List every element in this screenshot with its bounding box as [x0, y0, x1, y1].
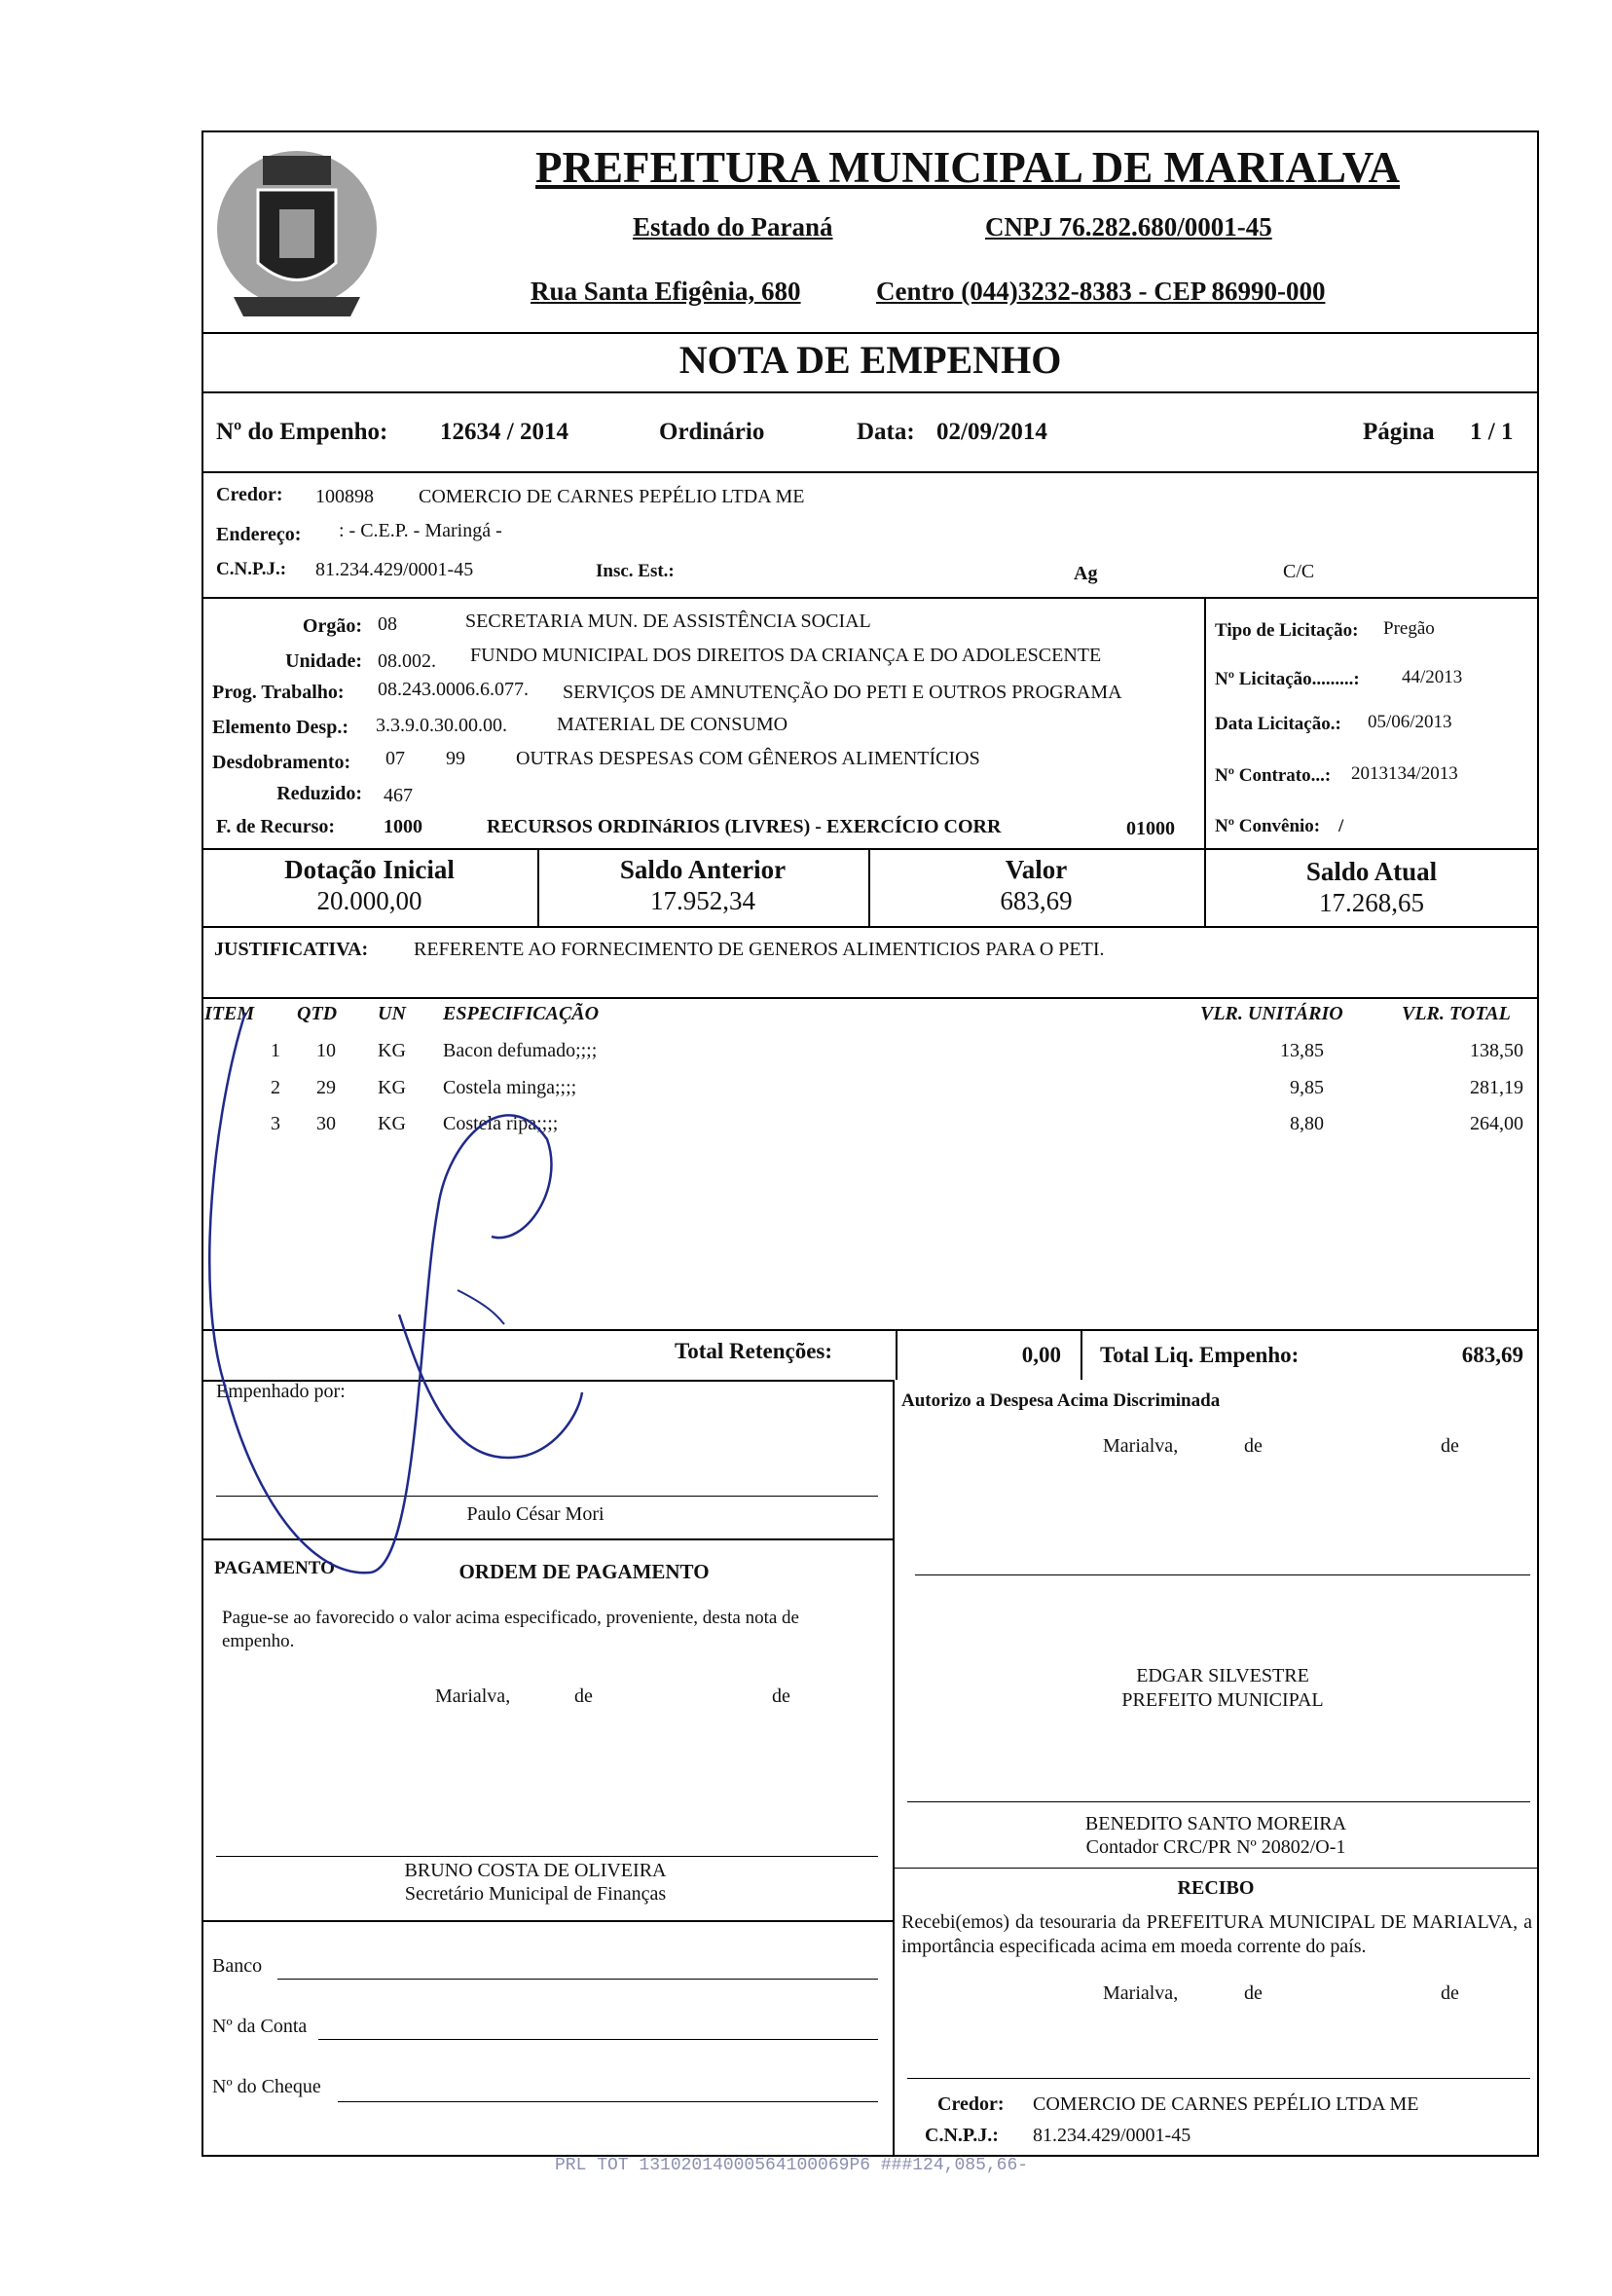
empenho-number: 12634 / 2014	[440, 419, 568, 445]
recibo-cnpj-label: C.N.P.J.:	[925, 2125, 999, 2146]
col-qtd: QTD	[297, 1003, 338, 1024]
row2-total: 281,19	[1470, 1077, 1523, 1098]
unidade-name: FUNDO MUNICIPAL DOS DIREITOS DA CRIANÇA E DO ADOLESCENTE	[470, 645, 1102, 666]
recibo-title: RECIBO	[1177, 1877, 1255, 1899]
autorizo-place: Marialva,	[1103, 1435, 1179, 1457]
row2-unit: 9,85	[1290, 1077, 1324, 1098]
justificativa-text: REFERENTE AO FORNECIMENTO DE GENEROS ALIMENTICIOS PARA O PETI.	[414, 939, 1105, 960]
dotacao-value: 20.000,00	[316, 886, 422, 915]
row1-spec: Bacon defumado;;;;	[443, 1040, 598, 1061]
row2-qtd: 29	[316, 1077, 336, 1098]
banco-label: Banco	[212, 1955, 263, 1977]
pagamento-label: PAGAMENTO	[214, 1558, 335, 1578]
recurso-code: 1000	[384, 816, 422, 837]
orgao-name: SECRETARIA MUN. DE ASSISTÊNCIA SOCIAL	[465, 611, 871, 632]
empenhado-label: Empenhado por:	[216, 1381, 346, 1402]
row1-unit: 13,85	[1280, 1040, 1324, 1061]
reduzido-label: Reduzido:	[276, 783, 362, 804]
recibo-de1: de	[1244, 1982, 1263, 2004]
row3-total: 264,00	[1470, 1113, 1523, 1134]
tipo-licitacao-label: Tipo de Licitação:	[1215, 620, 1359, 641]
recurso-name: RECURSOS ORDINáRIOS (LIVRES) - EXERCÍCIO CORR	[487, 816, 1002, 837]
address-value: : - C.E.P. - Maringá -	[339, 520, 502, 541]
state-label: Estado do Paraná	[633, 212, 833, 241]
pagamento-de1: de	[574, 1685, 593, 1707]
credor-code: 100898	[315, 486, 374, 507]
row1-qtd: 10	[316, 1040, 336, 1061]
desdobramento-label: Desdobramento:	[212, 752, 351, 773]
cheque-field[interactable]	[338, 2101, 878, 2102]
col-un: UN	[378, 1003, 406, 1024]
orgao-code: 08	[378, 613, 397, 635]
row3-qtd: 30	[316, 1113, 336, 1134]
tipo-licitacao-value: Pregão	[1383, 618, 1435, 639]
justificativa-label: JUSTIFICATIVA:	[214, 939, 369, 960]
insc-label: Insc. Est.:	[596, 561, 675, 581]
prefeito-role: PREFEITO MUNICIPAL	[1121, 1689, 1324, 1711]
ordem-pagamento-title: ORDEM DE PAGAMENTO	[458, 1560, 710, 1583]
address-label: Endereço:	[216, 524, 302, 545]
row3-spec: Costela ripa;;;;	[443, 1113, 559, 1134]
prog-name: SERVIÇOS DE AMNUTENÇÃO DO PETI E OUTROS PROGRAMA	[563, 682, 1122, 703]
recibo-cnpj-value: 81.234.429/0001-45	[1033, 2125, 1191, 2146]
contrato-value: 2013134/2013	[1351, 763, 1458, 784]
liq-empenho-label: Total Liq. Empenho:	[1100, 1343, 1300, 1367]
coat-of-arms-logo	[209, 136, 385, 331]
empenhado-name: Paulo César Mori	[466, 1503, 604, 1525]
liq-empenho-value: 683,69	[1461, 1343, 1523, 1367]
orgao-label: Orgão:	[302, 615, 362, 637]
row2-un: KG	[378, 1077, 406, 1098]
document-title: NOTA DE EMPENHO	[678, 338, 1062, 382]
row3-unit: 8,80	[1290, 1113, 1324, 1134]
reduzido-value: 467	[384, 785, 413, 806]
convenio-label: Nº Convênio:	[1215, 816, 1321, 836]
col-especificacao: ESPECIFICAÇÃO	[443, 1003, 600, 1024]
credor-label: Credor:	[216, 484, 283, 505]
row1-total: 138,50	[1470, 1040, 1523, 1061]
contador-name: BENEDITO SANTO MOREIRA	[1084, 1813, 1347, 1834]
elemento-code: 3.3.9.0.30.00.00.	[376, 715, 507, 736]
num-licitacao-label: Nº Licitação.........:	[1215, 669, 1360, 689]
conta-label: Nº da Conta	[212, 2016, 308, 2037]
row2-item: 2	[271, 1077, 280, 1098]
row2-spec: Costela minga;;;;	[443, 1077, 577, 1098]
elemento-name: MATERIAL DE CONSUMO	[557, 714, 788, 735]
valor-value: 683,69	[1000, 886, 1073, 915]
data-licitacao-label: Data Licitação.:	[1215, 714, 1341, 734]
saldo-anterior-value: 17.952,34	[650, 886, 755, 915]
col-item: ITEM	[204, 1003, 255, 1024]
recurso-label: F. de Recurso:	[216, 816, 336, 837]
unidade-code: 08.002.	[378, 650, 436, 672]
recibo-text: Recebi(emos) da tesouraria da PREFEITURA MUNICIPAL DE MARIALVA, a importância especificada acima em moeda corrente do país.	[901, 1911, 1532, 1957]
page-title: PREFEITURA MUNICIPAL DE MARIALVA	[535, 143, 1401, 192]
row1-item: 1	[271, 1040, 280, 1061]
handwritten-signature	[195, 993, 584, 1597]
pagamento-de2: de	[772, 1685, 790, 1707]
autorizo-de1: de	[1244, 1435, 1263, 1457]
header-district: Centro (044)3232-8383 - CEP 86990-000	[876, 277, 1326, 306]
saldo-atual-value: 17.268,65	[1319, 888, 1424, 917]
header-cnpj: CNPJ 76.282.680/0001-45	[985, 212, 1272, 241]
cheque-label: Nº do Cheque	[212, 2076, 321, 2097]
cnpj-value: 81.234.429/0001-45	[315, 559, 474, 580]
cnpj-label: C.N.P.J.:	[216, 559, 287, 579]
desdobramento-name: OUTRAS DESPESAS COM GÊNEROS ALIMENTÍCIOS	[516, 748, 980, 769]
elemento-label: Elemento Desp.:	[212, 717, 348, 738]
banco-field[interactable]	[277, 1979, 878, 1980]
unidade-label: Unidade:	[285, 650, 362, 672]
recibo-place: Marialva,	[1103, 1982, 1179, 2004]
valor-label: Valor	[1005, 855, 1068, 884]
saldo-atual-label: Saldo Atual	[1305, 857, 1438, 886]
col-vlr-total: VLR. TOTAL	[1402, 1003, 1511, 1024]
row1-un: KG	[378, 1040, 406, 1061]
page-number: 1 / 1	[1470, 419, 1514, 445]
credor-name: COMERCIO DE CARNES PEPÉLIO LTDA ME	[419, 486, 805, 507]
retencoes-label: Total Retenções:	[675, 1339, 833, 1363]
page-label: Página	[1363, 419, 1435, 445]
saldo-anterior-label: Saldo Anterior	[619, 855, 787, 884]
desdobramento-code2: 99	[446, 748, 465, 769]
data-licitacao-value: 05/06/2013	[1368, 712, 1452, 732]
recibo-credor-value: COMERCIO DE CARNES PEPÉLIO LTDA ME	[1033, 2093, 1419, 2115]
cc-label: C/C	[1283, 561, 1315, 582]
empenho-date-label: Data:	[857, 419, 915, 445]
recibo-de2: de	[1441, 1982, 1459, 2004]
stamp-code: PRL TOT 13102014000564100069P6 ###124,085,66-	[555, 2156, 1029, 2175]
pagamento-text: Pague-se ao favorecido o valor acima especificado, proveniente, desta nota de empenho.	[222, 1608, 799, 1651]
recurso-code2: 01000	[1126, 818, 1175, 839]
num-licitacao-value: 44/2013	[1402, 667, 1463, 687]
ag-label: Ag	[1074, 563, 1098, 584]
empenho-date: 02/09/2014	[936, 419, 1047, 445]
header-address: Rua Santa Efigênia, 680	[531, 277, 801, 306]
row3-item: 3	[271, 1113, 280, 1134]
desdobramento-code1: 07	[385, 748, 405, 769]
secretario-role: Secretário Municipal de Finanças	[404, 1883, 667, 1905]
secretario-name: BRUNO COSTA DE OLIVEIRA	[404, 1860, 667, 1881]
empenho-type: Ordinário	[659, 419, 765, 445]
autorizo-label: Autorizo a Despesa Acima Discriminada	[901, 1390, 1221, 1411]
recibo-credor-label: Credor:	[937, 2093, 1005, 2115]
prog-code: 08.243.0006.6.077.	[378, 679, 529, 700]
pagamento-place: Marialva,	[435, 1685, 511, 1707]
col-vlr-unitario: VLR. UNITÁRIO	[1200, 1003, 1343, 1024]
contador-role: Contador CRC/PR Nº 20802/O-1	[1085, 1836, 1346, 1858]
dotacao-label: Dotação Inicial	[284, 855, 455, 884]
row3-un: KG	[378, 1113, 406, 1134]
retencoes-value: 0,00	[1021, 1343, 1061, 1367]
conta-field[interactable]	[318, 2039, 878, 2040]
prefeito-name: EDGAR SILVESTRE	[1136, 1665, 1309, 1686]
empenho-number-label: Nº do Empenho:	[216, 419, 388, 445]
prog-label: Prog. Trabalho:	[212, 682, 345, 703]
autorizo-de2: de	[1441, 1435, 1459, 1457]
convenio-value: /	[1338, 816, 1344, 836]
contrato-label: Nº Contrato...:	[1215, 765, 1332, 786]
